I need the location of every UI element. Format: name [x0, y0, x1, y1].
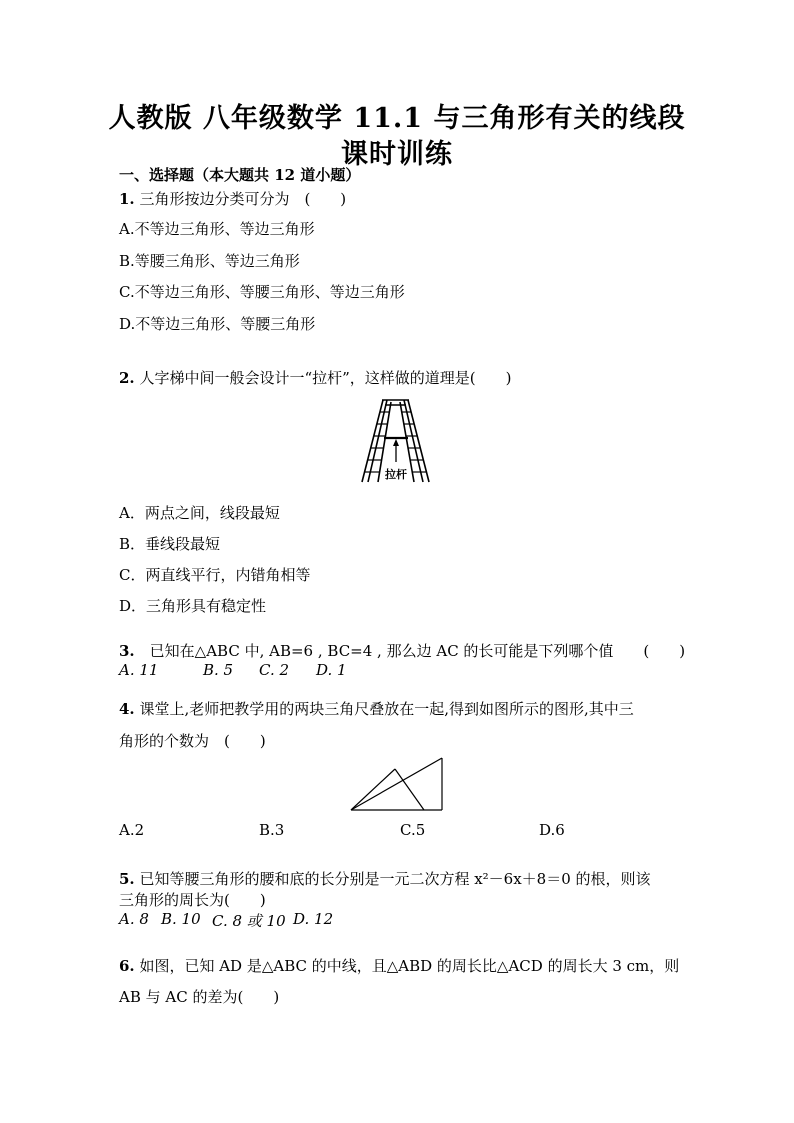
question-number: 4.	[119, 700, 135, 718]
q3-option-b: B. 5	[203, 661, 234, 679]
arrow-head	[393, 439, 399, 446]
question-stem: 如图，已知 AD 是△ABC 的中线，且△ABD 的周长比△ACD 的周长大 3 cm，则	[134, 957, 680, 975]
triangles-figure	[348, 755, 446, 813]
question-5	[119, 868, 651, 889]
ladder-figure	[358, 396, 438, 488]
question-stem: 人字梯中间一般会设计一“拉杆”，这样做的道理是( )	[134, 369, 512, 387]
question-5-cont: 三角形的周长为( )	[119, 891, 266, 909]
q1-option-b: B.等腰三角形、等边三角形	[119, 252, 300, 270]
q3-option-a: A. 11	[119, 661, 159, 679]
q4-option-b: B.3	[259, 821, 285, 839]
q2-option-d: D．三角形具有稳定性	[119, 597, 267, 615]
question-number: 1.	[119, 190, 135, 208]
q5-option-c: C. 8 或 10	[212, 912, 286, 930]
section-heading: 一、选择题（本大题共 12 道小题）	[119, 166, 361, 184]
question-stem: 课堂上,老师把教学用的两块三角尺叠放在一起,得到如图所示的图形,其中三	[134, 700, 634, 718]
q3-option-d: D. 1	[316, 661, 347, 679]
question-6-cont: AB 与 AC 的差为( )	[119, 988, 280, 1006]
question-6	[119, 955, 679, 976]
question-4-cont: 角形的个数为 ( )	[119, 732, 266, 750]
question-1	[119, 188, 346, 209]
hypotenuse	[351, 758, 442, 810]
question-number: 6.	[119, 957, 135, 975]
question-stem: 三角形按边分类可分为 ( )	[134, 190, 347, 208]
q2-option-c: C．两直线平行，内错角相等	[119, 566, 311, 584]
pull-bar-label: 拉杆	[385, 468, 407, 481]
question-number: 3.	[119, 642, 135, 660]
question-4	[119, 698, 634, 719]
q1-option-a: A.不等边三角形、等边三角形	[119, 220, 315, 238]
question-3	[119, 640, 685, 661]
triangle-edge	[351, 769, 395, 810]
question-2	[119, 367, 511, 388]
question-stem: 已知等腰三角形的腰和底的长分别是一元二次方程 x²－6x＋8＝0 的根，则该	[134, 870, 651, 888]
q5-option-d: D. 12	[293, 910, 334, 928]
q5-option-a: A. 8	[119, 910, 149, 928]
q4-option-d: D.6	[539, 821, 565, 839]
question-number: 2.	[119, 369, 135, 387]
question-stem: 已知在△ABC 中, AB=6 , BC=4 , 那么边 AC 的长可能是下列哪个值 ( )	[134, 642, 686, 660]
question-number: 5.	[119, 870, 135, 888]
q1-option-d: D.不等边三角形、等腰三角形	[119, 315, 316, 333]
q5-option-b: B. 10	[161, 910, 201, 928]
q4-option-c: C.5	[400, 821, 426, 839]
document-title-line2: 课时训练	[341, 139, 453, 170]
q3-option-c: C. 2	[259, 661, 290, 679]
q2-option-a: A．两点之间，线段最短	[119, 504, 280, 522]
document-title-line1: 人教版 八年级数学 11.1 与三角形有关的线段	[108, 103, 686, 134]
q2-option-b: B．垂线段最短	[119, 535, 221, 553]
triangle-edge	[395, 769, 424, 810]
q4-option-a: A.2	[119, 821, 145, 839]
q1-option-c: C.不等边三角形、等腰三角形、等边三角形	[119, 283, 405, 301]
